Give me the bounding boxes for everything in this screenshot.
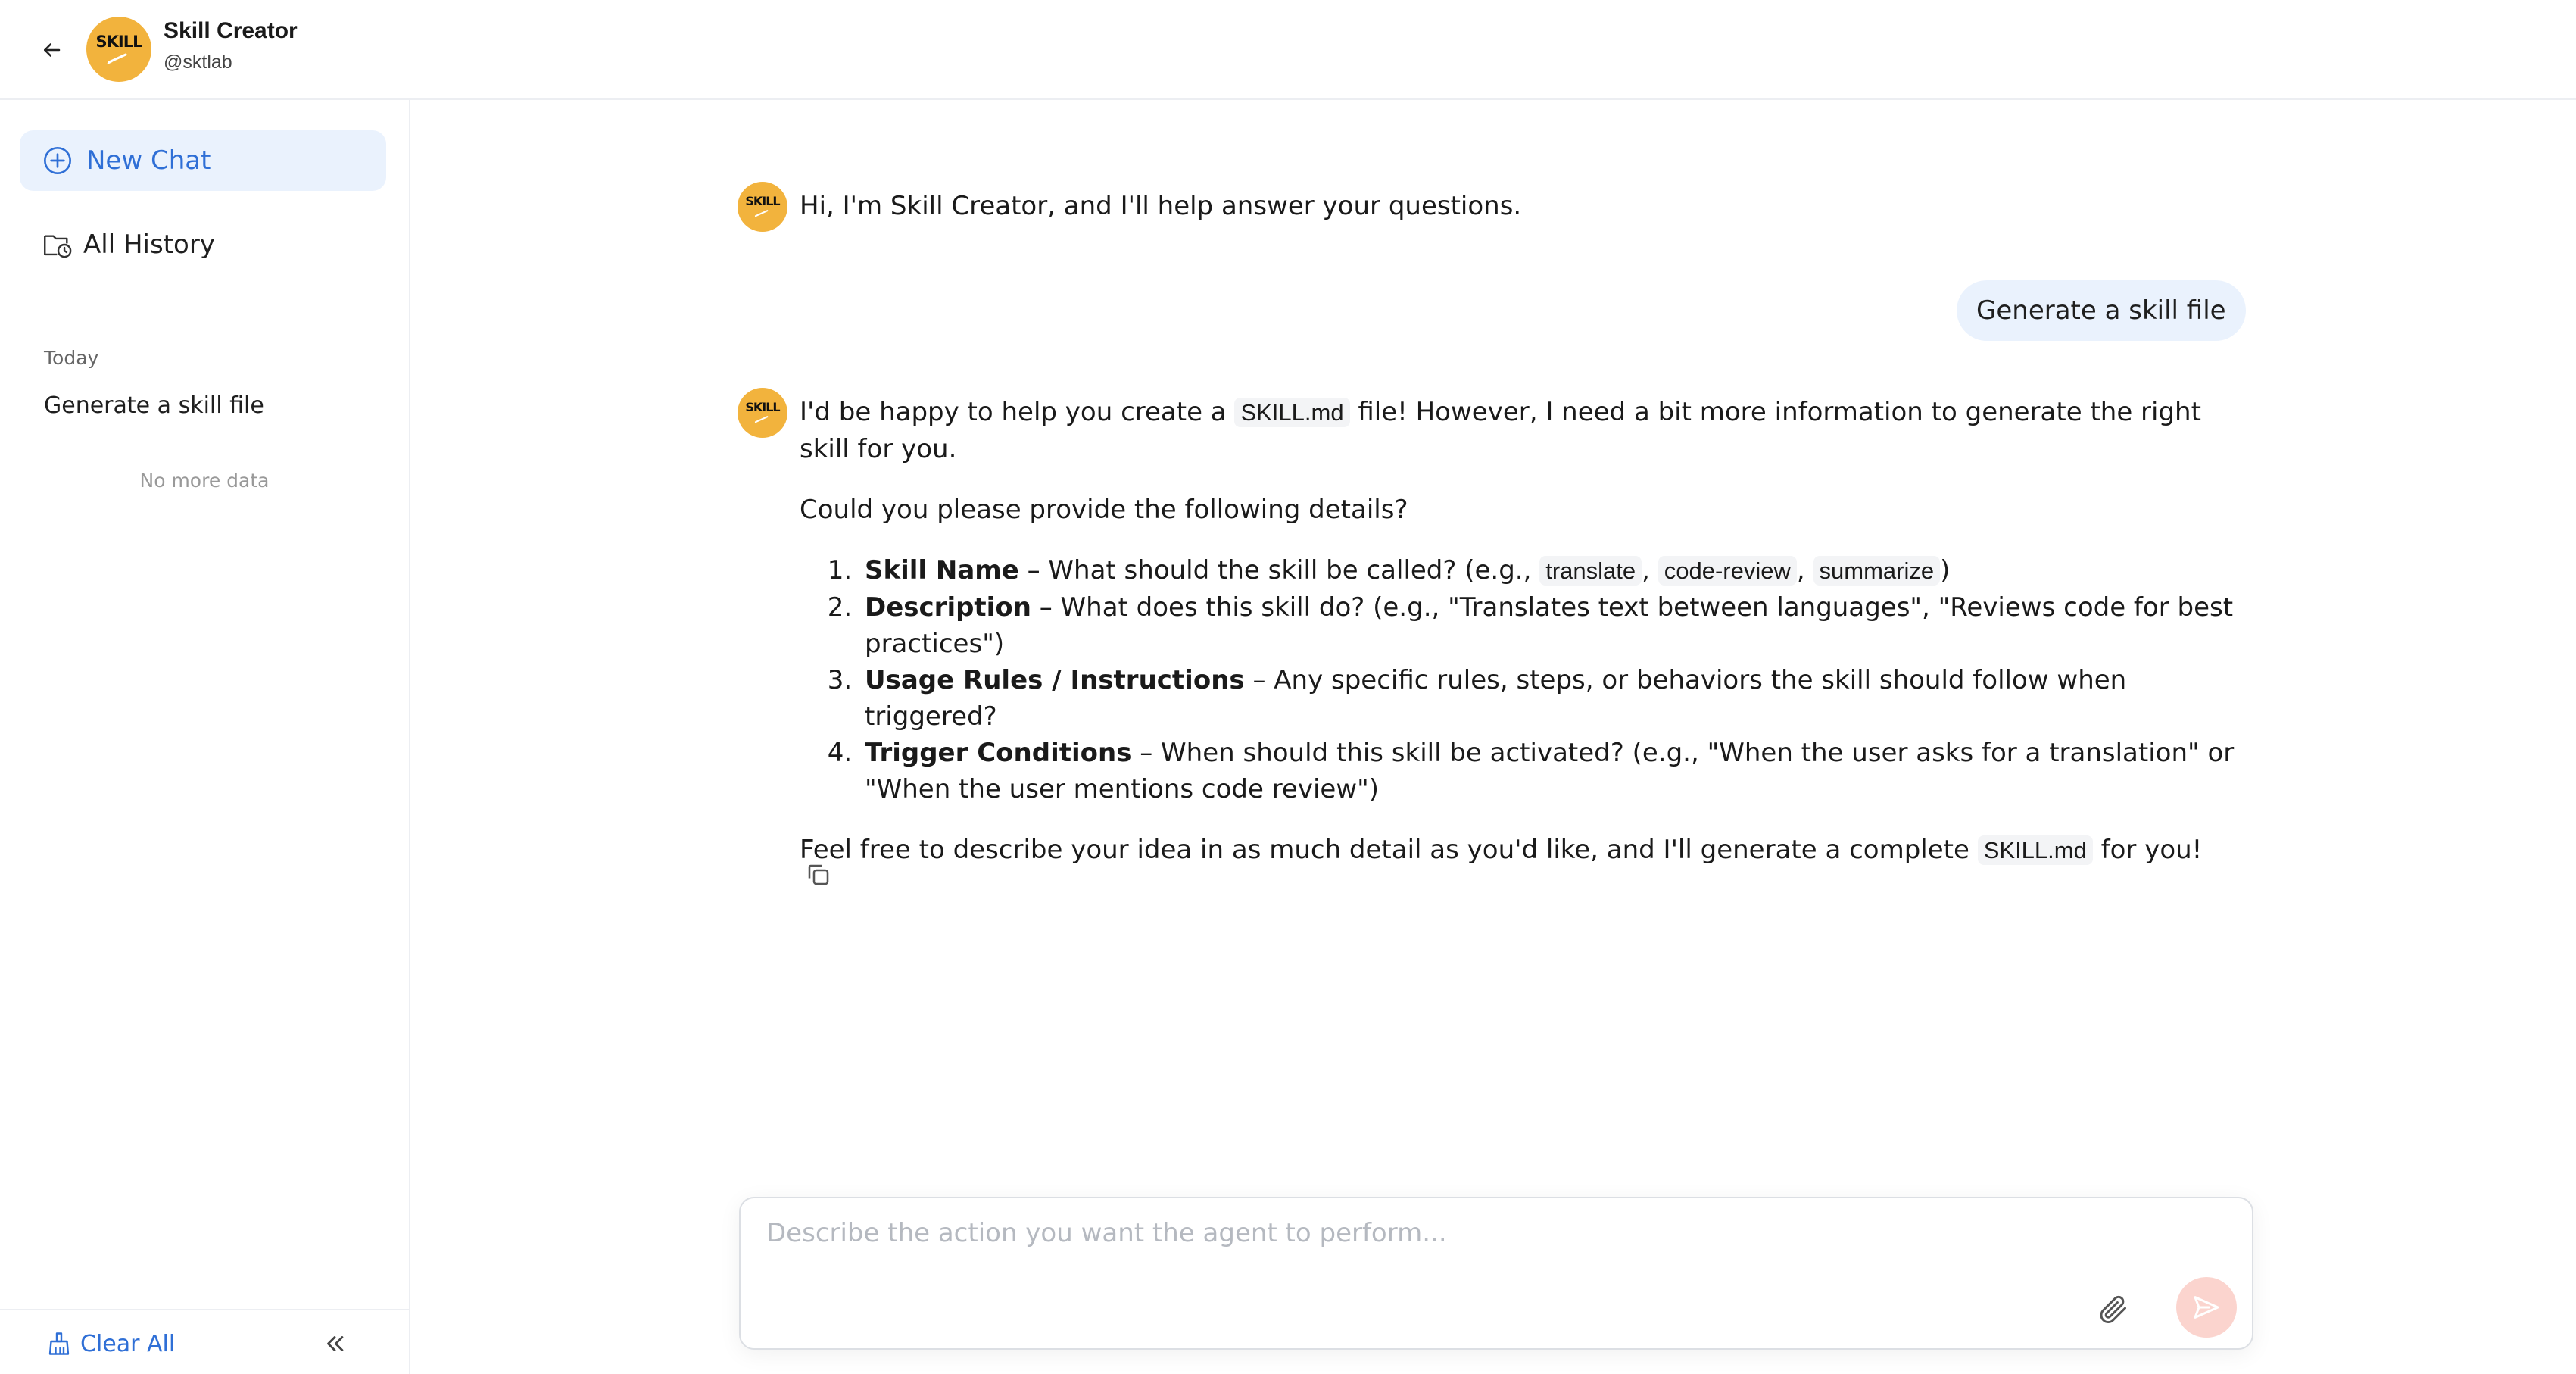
details-list xyxy=(860,552,2238,807)
clear-all-button[interactable] xyxy=(45,1329,175,1359)
list-item xyxy=(860,589,2238,662)
logo-text: SKILL xyxy=(95,32,142,51)
new-chat-button[interactable] xyxy=(20,130,386,191)
message-input[interactable] xyxy=(766,1218,2054,1279)
list-item-text: – Any specific rules, steps, or behaviors the skill should follow when triggered? xyxy=(865,665,2127,732)
answer-intro-text: file! However, I need a bit more information to generate the right skill for you. xyxy=(800,397,2201,464)
broom-icon xyxy=(45,1330,73,1357)
agent-answer xyxy=(800,394,2238,893)
all-history-label: All History xyxy=(83,230,215,260)
list-item-title: Skill Name xyxy=(865,555,1019,586)
arrow-left-icon xyxy=(40,39,63,61)
pencil-icon xyxy=(753,208,772,218)
list-item-title: Usage Rules / Instructions xyxy=(865,665,1245,695)
send-button[interactable] xyxy=(2176,1277,2237,1338)
inline-code: summarize xyxy=(1813,556,1941,586)
agent-avatar xyxy=(738,388,787,438)
plus-circle-icon xyxy=(42,145,73,176)
clear-all-label: Clear All xyxy=(80,1330,176,1357)
inline-code: translate xyxy=(1539,556,1642,586)
answer-outro-text: Feel free to describe your idea in as much detail as you'd like, and I'll generate a complete xyxy=(800,835,1978,865)
inline-code: code-review xyxy=(1658,556,1797,586)
list-item xyxy=(860,735,2238,807)
double-chevron-left-icon xyxy=(322,1331,348,1357)
all-history-button[interactable] xyxy=(42,226,215,264)
history-folder-icon xyxy=(42,230,74,260)
copy-button[interactable] xyxy=(801,857,836,892)
list-item-text: – What should the skill be called? (e.g., xyxy=(1018,555,1540,586)
list-item-text: – What does this skill do? (e.g., "Translates text between languages", "Reviews code for best practices") xyxy=(865,592,2234,659)
sidebar xyxy=(0,100,410,1374)
app-handle: @sktlab xyxy=(164,52,232,73)
list-item-text: – When should this skill be activated? (e.g., "When the user asks for a translation" or "When the user mentions code review") xyxy=(865,738,2235,804)
user-message-text: Generate a skill file xyxy=(1976,295,2226,326)
answer-intro xyxy=(800,394,2238,467)
pencil-icon xyxy=(106,50,132,65)
new-chat-label: New Chat xyxy=(86,145,211,176)
no-more-data-label: No more data xyxy=(139,470,270,492)
inline-code: SKILL.md xyxy=(1234,398,1349,427)
list-item-text: ) xyxy=(1940,555,1951,586)
history-section-today: Today xyxy=(44,347,99,369)
copy-icon xyxy=(805,861,832,888)
list-item xyxy=(860,662,2238,735)
back-button[interactable] xyxy=(33,32,70,68)
list-item-title: Description xyxy=(865,592,1031,623)
collapse-sidebar-button[interactable] xyxy=(317,1327,353,1360)
paperclip-icon xyxy=(2096,1292,2129,1326)
list-item: 1. Skill Name – What should the skill be called? (e.g., translate , code-review , summarize ) xyxy=(860,552,2238,589)
list-item-title: Trigger Conditions xyxy=(865,738,1132,768)
sidebar-footer xyxy=(0,1309,409,1374)
message-composer xyxy=(739,1197,2253,1350)
history-item[interactable]: Generate a skill file xyxy=(44,392,264,419)
logo-text: SKILL xyxy=(745,194,780,208)
inline-code: SKILL.md xyxy=(1978,835,2093,865)
answer-intro-text: I'd be happy to help you create a xyxy=(800,397,1235,427)
agent-logo xyxy=(86,17,151,82)
greeting-message: Hi, I'm Skill Creator, and I'll help answer your questions. xyxy=(800,191,1522,221)
logo-text: SKILL xyxy=(745,400,780,414)
answer-outro-text: for you! xyxy=(2092,835,2203,865)
answer-question: Could you please provide the following details? xyxy=(800,495,1408,525)
app-title: Skill Creator xyxy=(164,18,298,43)
send-icon xyxy=(2191,1292,2222,1322)
user-message-bubble xyxy=(1957,280,2246,341)
app-header xyxy=(0,0,2576,100)
pencil-icon xyxy=(753,414,772,424)
agent-avatar xyxy=(738,182,787,232)
attach-button[interactable] xyxy=(2091,1288,2134,1330)
answer-outro xyxy=(800,832,2238,869)
